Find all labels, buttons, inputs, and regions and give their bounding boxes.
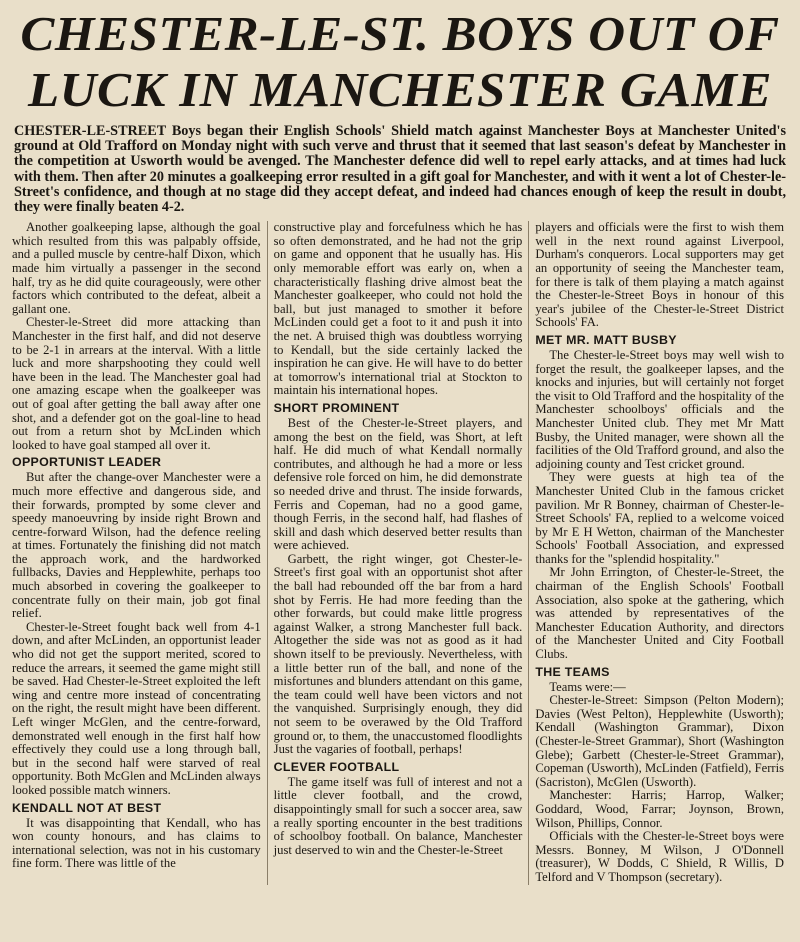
paragraph: Chester-le-Street did more attacking than Manchester in the first half, and did not deserve to be 2-1 in arrears at the interval. With a little luck and more sharpshooting they could well have been in the lead. The Manchester goal had one amazing escape when the goalkeeper was out of goal after getting the ball away after one shot, and a defender got on the goal-line to head out from a return shot by McLinden which looked to have goal stamped all over it. (12, 315, 261, 452)
subheading-opportunist-leader: OPPORTUNIST LEADER (12, 455, 162, 470)
article-columns (10, 221, 790, 884)
paragraph: Teams were:— (549, 679, 626, 694)
paragraph: constructive play and forcefulness which he has so often demonstrated, and he had not the grip on game and opponent that he usually has. His only memorable effort was early on, when a characteristically flashing drive almost beat the Manchester goalkeeper, who could not hold the ball, but just managed to smother it before McLinden could get a foot to it and push it into the net. A bruised thigh was doubtless worrying to Kendall, but the side certainly lacked the inspiration he can give. He will have to do better at tomorrow's international trial at Stockton to maintain his international hopes. (273, 220, 523, 398)
paragraph: Another goalkeeping lapse, although the goal which resulted from this was palpably offside, and a pulled muscle by centre-half Dixon, which made him virtually a passenger in the second half, try as he did quite courageously, were other factors which contributed to the defeat, albeit a gallant one. (12, 220, 261, 316)
paragraph: The game itself was full of interest and not a little clever football, and the crowd, disappointingly small for such a soccer area, saw a really sporting encounter in the best traditions of schoolboy football. On balance, Manchester just deserved to win and the Chester-le-Street (273, 774, 523, 857)
paragraph: Manchester: Harris; Harrop, Walker; Goddard, Wood, Farrar; Joynson, Brown, Wilson, Phillips, Connor. (535, 788, 785, 830)
paragraph: They were guests at high tea of the Manchester United Club in the famous cricket pavilion. Mr R Bonney, chairman of Chester-le-Street Schools' FA, replied to a welcome voiced by Mr E H Wetton, chairman of the Manchester Schools' Football Association, and expressed thanks for the "splendid hospitality." (535, 470, 785, 566)
subheading-kendall-not-at-best: KENDALL NOT AT BEST (12, 800, 162, 815)
subheading-clever-football: CLEVER FOOTBALL (273, 759, 400, 774)
paragraph: Best of the Chester-le-Street players, and among the best on the field, was Short, at left half. He did much of what Kendall normally contributes, and although he had a more or less defensive role forced on him, he did demonstrate so needed drive and thrust. The inside forwards, Ferris and Copeman, had no a good game, though Ferris, in the second half, had flashes of skill and dash which deserved better results than were achieved. (273, 415, 523, 553)
paragraph: Chester-le-Street: Simpson (Pelton Modern); Davies (West Pelton), Hepplewhite (Usworth); Kendall (Washington Grammar), Dixon (Chester-le-Street Grammar), Short (Washington Glebe); Garbett (Chester-le-Street Grammar), Copeman (Usworth), McLinden (Fatfield), Ferris (Sacriston), McGlen (Usworth). (535, 693, 785, 789)
subheading-met-mr-matt-busby: MET MR. MATT BUSBY (535, 332, 677, 347)
headline: CHESTER-LE-ST. BOYS OUT OF LUCK IN MANCHESTER GAME (20, 6, 780, 117)
paragraph: It was disappointing that Kendall, who has won county honours, and has claims to international selection, was not in his customary fine form. There was little of the (12, 815, 261, 871)
paragraph: Mr John Errington, of Chester-le-Street, the chairman of the English Schools' Football Association, also spoke at the gathering, which was attended by representatives of the Manchester Education Authority, and directors of the Manchester United and City Football Clubs. (535, 565, 785, 662)
paragraph: Officials with the Chester-le-Street boys were Messrs. Bonney, M Wilson, J O'Donnell (treasurer), W Dodds, C Shield, R Willis, D Telford and V Thompson (secretary). (535, 829, 785, 884)
paragraph: The Chester-le-Street boys may well wish to forget the result, the goalkeeper lapses, and the knocks and injuries, but will certainly not forget the visit to Old Trafford and the hospitality of the Manchester schoolboys' officials and the Manchester United club. They met Mr Matt Busby, the United manager, were shown all the facilities of the Old Trafford ground, and also the adjoining county and Test cricket ground. (535, 347, 785, 471)
paragraph: players and officials were the first to wish them well in the next round against Liverpool, Durham's conquerors. Local supporters may get an opportunity of seeing the Manchester team, for there is talk of them playing a match against the Chester-le-Street Boys in honour of this year's jubilee of the Chester-le-Street District Schools' FA. (535, 220, 785, 330)
column-2 (267, 221, 529, 884)
standfirst: CHESTER-LE-STREET Boys began their English Schools' Shield match against Manchester Boys at Manchester United's ground at Old Trafford on Monday night with such verve and thrust that it seemed that last season's defeat by Manchester in the competition at Usworth would be avenged. The Manchester defence did well to repel early attacks, and at times had luck with them. Then after 20 minutes a goalkeeping error resulted in a gift goal for Manchester, and with it went a lot of Chester-le-Street's confidence, and though at no stage did they accept defeat, and indeed had chances enough of keep the result in doubt, they were finally beaten 4-2. (14, 123, 786, 216)
paragraph: Garbett, the right winger, got Chester-le-Street's first goal with an opportunist shot after the ball had rebounded off the bar from a hard shot by Ferris. He had more feeding than the other forwards, but could make little progress against Walker, a strong Manchester full back. Altogether the side was not as good as it had shown itself to be previously. Nevertheless, with a little better run of the ball, and none of the misfortunes and blunders attendant on this game, the team could well have been victors and not the vanquished. Surprisingly enough, they did not seem to be overawed by the Old Trafford ground or, to them, the unaccustomed floodlights Just the vagaries of football, perhaps! (273, 551, 523, 757)
subheading-the-teams: THE TEAMS (535, 664, 610, 679)
subheading-short-prominent: SHORT PROMINENT (273, 400, 400, 415)
paragraph: But after the change-over Manchester were a much more effective and dangerous side, and their forwards, prompted by some clever and speedy manoeuvring by inside right Brown and centre-forward Wilson, had the defence reeling at times. Fortunately the finishing did not match the approach work, and the hardworked fullbacks, Davies and Hepplewhite, perhaps too much absorbed in covering the goalkeeper to concentrate fully on their main, job got final relief. (12, 470, 261, 621)
column-3 (528, 221, 790, 884)
column-1 (10, 221, 267, 884)
paragraph: Chester-le-Street fought back well from 4-1 down, and after McLinden, an opportunist leader who did not get the support merited, scored to reduce the arrears, it seemed the game might still be saved. Had Chester-le-Street exploited the left wing and centre more instead of concentrating on the right, the result might have been different. Left winger McGlen, and the centre-forward, demonstrated well enough in the first half how effectively they could use a long through ball, but in the second half were starved of real opportunity. Both McGlen and McLinden always looked possible match winners. (12, 619, 261, 797)
